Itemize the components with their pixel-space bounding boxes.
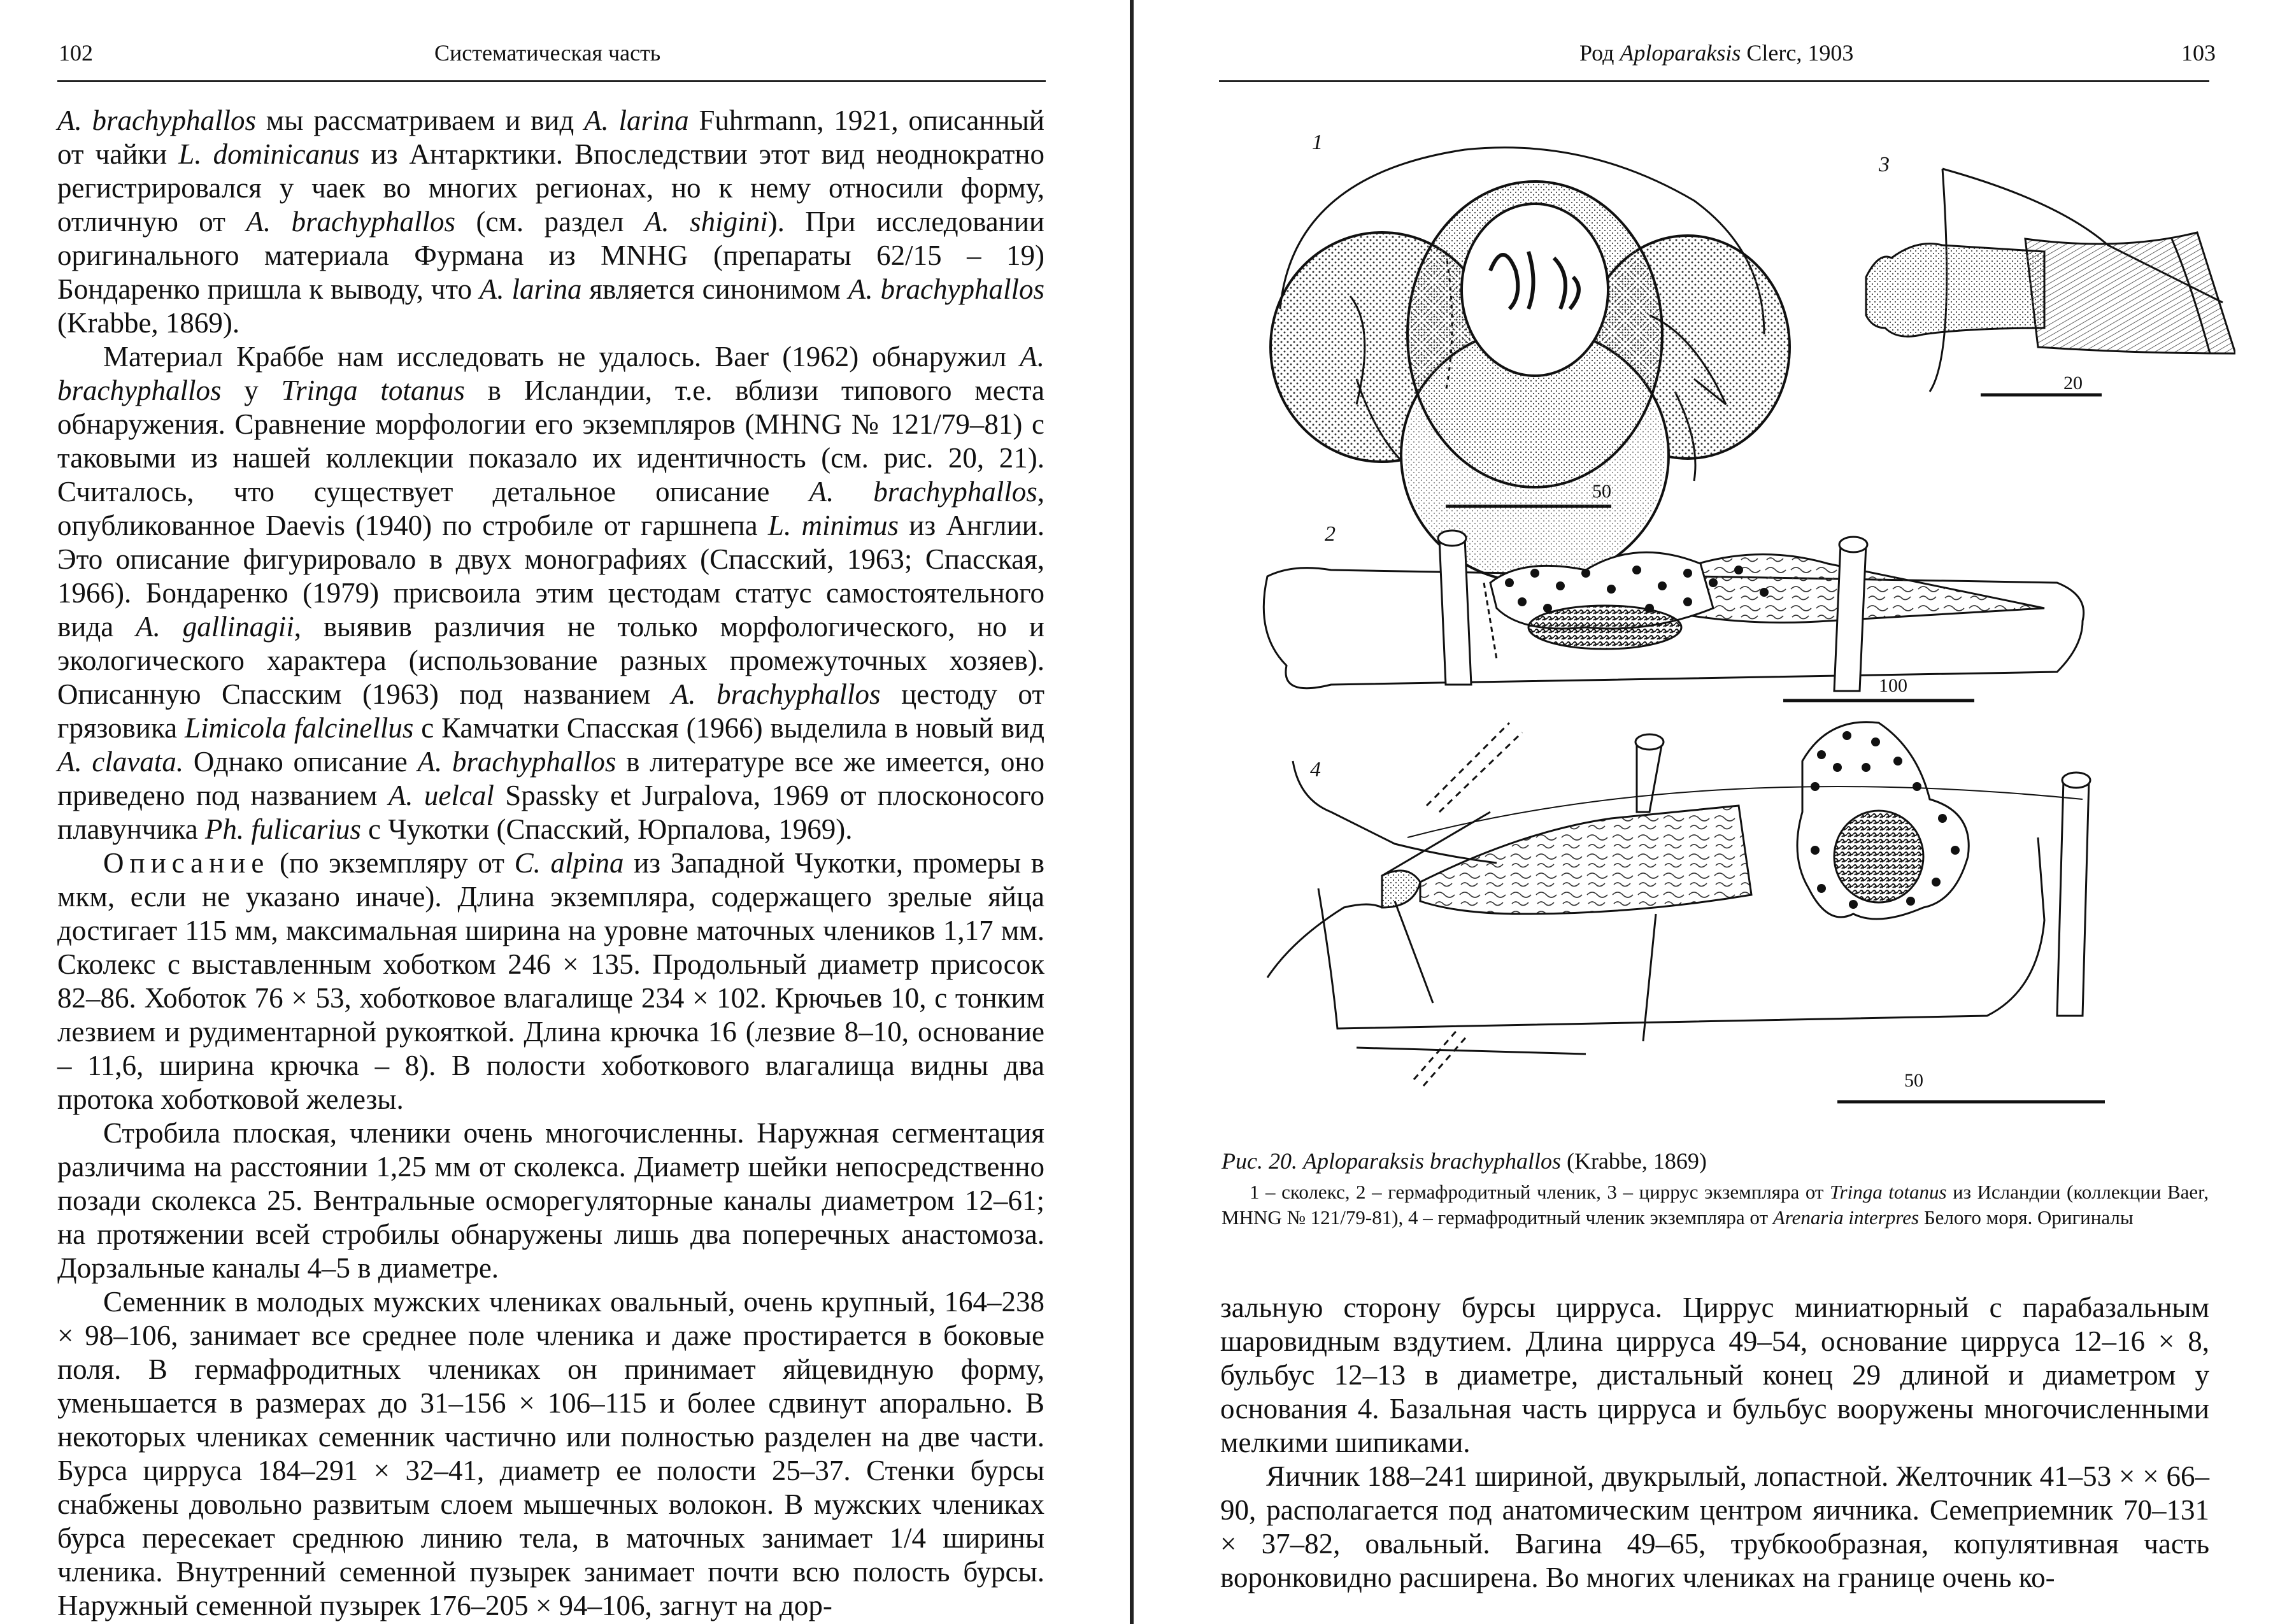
panel-1-scolex [1271, 148, 1790, 583]
page-number-right: 103 [2181, 40, 2216, 66]
header-rule-right [1219, 80, 2209, 82]
paragraph-3: Описание (по экземпляру от C. alpina из Западной Чукотки, промеры в мкм, если не указано иначе). Длина экземпляра, содержащего зрелые яйца достигает 115 мм, максимальная ширина на уровне маточных члеников 1,17 мм. Сколекс с выставленным хоботком 246 × 135. Продольный диаметр присосок 82–86. Хоботок 76 × 53, хоботковое влагалище 234 × 102. Крючьев 10, с тонким лезвием и рудиментарной рукояткой. Длина крючка 16 (лезвие 8–10, основание – 11,6, ширина крючка – 8). В полости хоботкового влагалища видны два протока хоботковой железы. [57, 847, 1044, 1115]
right-paragraph-2: Яичник 188–241 шириной, двукрылый, лопастной. Желточник 41–53 × × 66–90, располагается под анатомическим центром яичника. Семеприемник 70–131 × 37–82, овальный. Вагина 49–65, трубкообразная, копулятивная часть воронковидно расширена. Во многих члениках на границе очень ко- [1220, 1460, 2209, 1593]
scale-label-panel-2: 100 [1879, 675, 1907, 696]
page-number-left: 102 [59, 40, 93, 66]
panel-label-2: 2 [1325, 522, 1336, 546]
figure-caption-body: 1 – сколекс, 2 – гермафродитный членик, 3 – циррус экземпляра от Tringa totanus из Исландии (коллекции Baer, MHNG № 121/79-81), 4 – гермафродитный членик экземпляра от Arenaria interpres Белого моря. Оригиналы [1222, 1181, 2209, 1229]
scale-label-panel-3: 20 [2063, 373, 2083, 394]
panel-label-3: 3 [1879, 153, 1890, 176]
running-title-left: Систематическая часть [434, 40, 661, 66]
right-paragraph-1: зальную сторону бурсы цирруса. Циррус миниатюрный с парабазальным шаровидным вздутием. Длина цирруса 49–54, основание цирруса 12–16 × 8, бульбус 12–13 в диаметре, дистальный конец 29 длиной и диаметром у основания 4. Базальная часть цирруса и бульбус вооружены многочисленными мелкими шипиками. [1220, 1292, 2209, 1458]
paragraph-1: A. brachyphallos мы рассматриваем и вид A. larina Fuhrmann, 1921, описанный от чайки L. dominicanus из Антарктики. Впоследствии этот вид неоднократно регистрировался у чаек во многих регионах, но к нему относили форму, отличную от A. brachyphallos (см. раздел A. shigini). При исследовании оригинального материала Фурмана из MNHG (препараты 62/15 – 19) Бондаренко пришла к выводу, что A. larina является синонимом A. brachyphallos (Krabbe, 1869). [57, 104, 1044, 339]
panel-label-1: 1 [1312, 131, 1323, 154]
running-title-right: Род Aploparaksis Clerc, 1903 [1579, 40, 1854, 66]
panel-label-4: 4 [1310, 758, 1321, 781]
figure-20 [1255, 124, 2235, 1130]
left-text-column [57, 104, 1044, 1623]
panel-2-segment [1264, 531, 2083, 701]
right-text-column [1220, 1291, 2209, 1595]
paragraph-2: Материал Краббе нам исследовать не удалось. Baer (1962) обнаружил A. brachyphallos у Tringa totanus в Исландии, т.е. вблизи типового места обнаружения. Сравнение морфологии его экземпляров (MHNG № 121/79–81) с таковыми из нашей коллекции показало их идентичность (см. рис. 20, 21). Считалось, что существует детальное описание A. brachyphallos, опубликованное Daevis (1940) по стробиле от гаршнепа L. minimus из Англии. Это описание фигурировало в двух монографиях (Спасский, 1963; Спасская, 1966). Бондаренко (1979) присвоила этим цестодам статус самостоятельного вида A. gallinagii, выявив различия не только морфологического, но и экологического характера (использование разных промежуточных хозяев). Описанную Спасским (1963) под названием A. brachyphallos цестоду от грязовика Limicola falcinellus с Камчатки Спасская (1966) выделила в новый вид A. clavata. Однако описание A. brachyphallos в литературе все же имеется, оно приведено под названием A. uelcal Spassky et Jurpalova, 1969 от плосконосого плавунчика Ph. fulicarius с Чукотки (Спасский, Юрпалова, 1969). [57, 341, 1045, 845]
panel-3-cirrus [1866, 169, 2235, 395]
paragraph-4: Стробила плоская, членики очень многочисленны. Наружная сегментация различима на расстоянии 1,25 мм от сколекса. Диаметр шейки непосредственно позади сколекса 25. Вентральные осморегуляторные каналы диаметром 12–61; на протяжении всей стробилы обнаружены лишь два поперечных анастомоза. Дорзальные каналы 4–5 в диаметре. [57, 1117, 1044, 1284]
scale-label-panel-4: 50 [1904, 1070, 1923, 1091]
left-page [0, 0, 1130, 1624]
paragraph-5: Семенник в молодых мужских члениках овальный, очень крупный, 164–238 × 98–106, занимает все среднее поле членика и даже простирается в боковые поля. В гермафродитных члениках он принимает яйцевидную форму, уменьшается в размерах до 31–156 × 106–115 и более сдвинут апорально. В некоторых члениках семенник частично или полностью разделен на две части. Бурса цирруса 184–291 × 32–41, диаметр ее полости 25–37. Стенки бурсы снабжены довольно развитым слоем мышечных волокон. В мужских члениках бурса пересекает среднюю линию тела, в маточных занимает 1/4 ширины членика. Внутренний семенной пузырек занимает почти всю полость бурсы. Наружный семенной пузырек 176–205 × 94–106, загнут на дор- [57, 1286, 1044, 1621]
scale-label-panel-1: 50 [1592, 481, 1611, 502]
header-rule-left [57, 80, 1046, 82]
panel-4-segment [1267, 722, 2105, 1102]
right-page [1134, 0, 2280, 1624]
figure-caption-title: Рис. 20. Aploparaksis brachyphallos (Krabbe, 1869) [1222, 1148, 1707, 1174]
